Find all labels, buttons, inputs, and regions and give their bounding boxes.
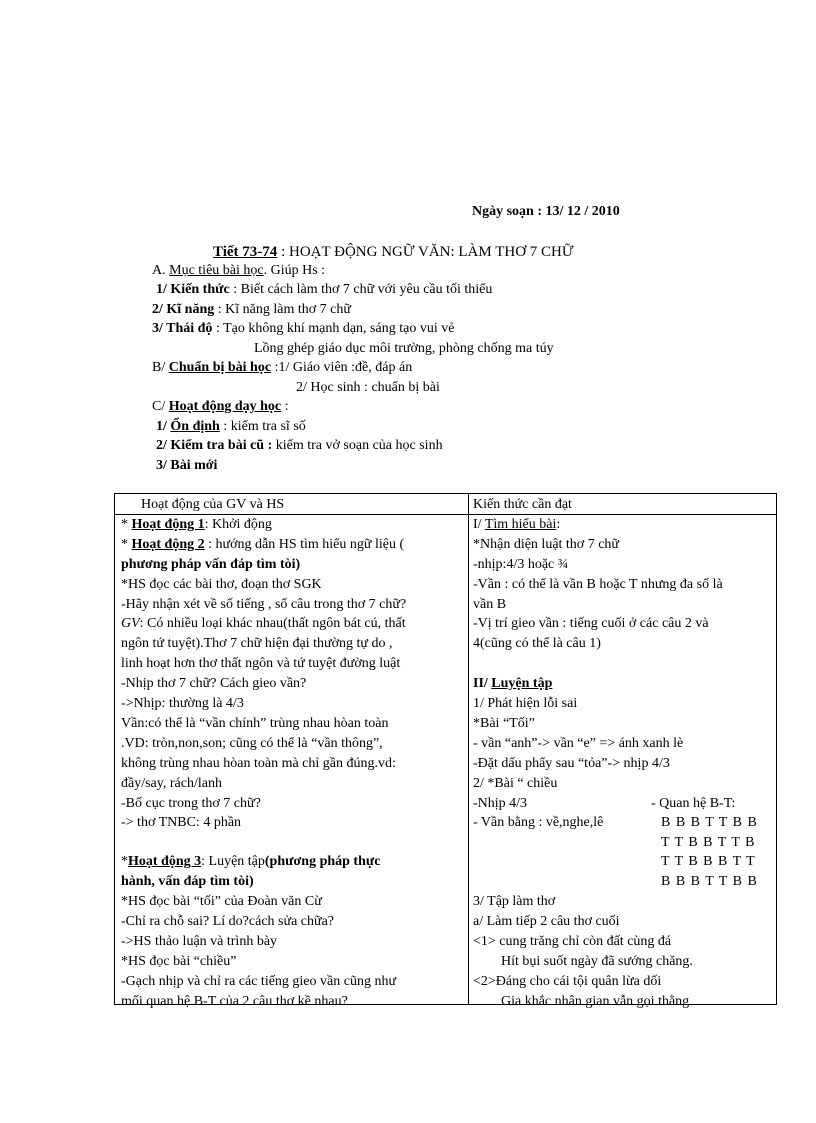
section-2-heading (473, 674, 552, 694)
date-value: 13/ 12 / 2010 (545, 204, 620, 219)
right-line-6: -Vị trí gieo vần : tiếng cuối ở các câu 2 và (473, 616, 709, 631)
activity-2: * Hoạt động 2 : hướng dẫn HS tìm hiểu ngữ liệu ( (121, 537, 405, 552)
col-header-activities: Hoạt động của GV và HS (141, 497, 285, 512)
stabilize-label: Ổn định (170, 419, 220, 434)
attitude-text: : Tạo không khí mạnh dạn, sáng tạo vui vẻ (215, 321, 455, 336)
bt-relation-label: - Quan hệ B-T: (651, 796, 736, 811)
lesson-name: : HOẠT ĐỘNG NGỮ VĂN: LÀM THƠ 7 CHỮ (281, 244, 574, 260)
lesson-table (114, 493, 777, 1009)
section-a-heading (152, 261, 325, 281)
right-line-3: -nhịp:4/3 hoặc ¾ (473, 557, 569, 572)
right-line-24: <2>Đáng cho cái tội quân lừa dối (473, 974, 662, 989)
right-line-14: 2/ *Bài “ chiều (473, 776, 558, 791)
attitude-line-2: Lồng ghép giáo dục môi trường, phòng chống ma túy (254, 341, 554, 356)
left-line-12: .VD: tròn,non,son; cũng có thể là “vần thông”, (121, 736, 383, 751)
activity-2-label: Hoạt động 2 (131, 537, 205, 552)
activity-2-method: phương pháp vấn đáp tìm tòi) (121, 557, 301, 572)
left-line-20: -Chỉ ra chỗ sai? Lí do?cách sửa chữa? (121, 914, 335, 929)
skill-text: : Kĩ năng làm thơ 7 chữ (217, 302, 351, 317)
stabilize-text: : kiểm tra sĩ số (223, 419, 306, 434)
left-line-14: đầy/say, rách/lanh (121, 776, 222, 791)
section-b-title: Chuẩn bị bài học (168, 360, 272, 375)
left-line-15: -Bố cục trong thơ 7 chữ? (121, 796, 261, 811)
right-line-23: Hít bụi suốt ngày đã sướng chăng. (501, 954, 693, 969)
right-line-10: 1/ Phát hiện lỗi sai (473, 696, 578, 711)
right-line-2: *Nhận diện luật thơ 7 chữ (473, 537, 620, 552)
right-line-15: -Nhịp 4/3 (473, 796, 528, 811)
new-lesson-label: 3/ Bài mới (156, 458, 218, 473)
activity-3-label: Hoạt động 3 (128, 854, 202, 869)
activity-1: * Hoạt động 1: Khởi động (121, 517, 272, 532)
left-line-13: không trùng nhau hòan toàn mà chỉ gần đúng.vd: (121, 756, 396, 771)
lesson-period: Tiết 73-74 (213, 244, 278, 260)
activity-3-method-2: hành, vấn đáp tìm tòi) (121, 874, 254, 889)
knowledge-label: 1/ Kiến thức (156, 282, 230, 297)
section-b-teacher: :1/ Giáo viên :đề, đáp án (274, 360, 413, 375)
right-line-5: vần B (473, 597, 507, 612)
right-line-16: - Vần bằng : về,nghe,lê (473, 815, 604, 830)
section-1-prefix: I/ (473, 517, 482, 532)
left-line-6-text: : Có nhiều loại khác nhau(thất ngôn bát cú, thất (139, 616, 406, 631)
knowledge-text: : Biết cách làm thơ 7 chữ với yêu cầu tối thiểu (233, 282, 493, 297)
attitude-label: 3/ Thái độ (152, 321, 213, 336)
date-line (472, 202, 620, 222)
stabilize-line (156, 417, 306, 437)
activity-3: *Hoạt động 3: Luyện tập(phương pháp thực (121, 854, 381, 869)
left-line-9: -Nhịp thơ 7 chữ? Cách gieo vần? (121, 676, 307, 691)
left-line-16: -> thơ TNBC: 4 phần (121, 815, 242, 830)
section-c-title: Hoạt động dạy học (168, 399, 282, 414)
section-1-label: Tìm hiểu bài (484, 517, 557, 532)
left-line-10: ->Nhịp: thường là 4/3 (121, 696, 244, 711)
date-label: Ngày soạn : (472, 204, 543, 219)
left-line-5: -Hãy nhận xét về số tiếng , số câu trong thơ 7 chữ? (121, 597, 407, 612)
check-homework-text: kiểm tra vở soạn của học sinh (275, 438, 443, 453)
left-line-7: ngôn tứ tuyệt).Thơ 7 chữ hiện đại thường tự do , (121, 636, 393, 651)
section-c-heading (152, 397, 289, 417)
right-line-25: Gia khắc nhân gian vẫn gọi thằng (501, 994, 690, 1009)
section-1-colon: : (556, 517, 561, 532)
activity-1-text: : Khởi động (204, 517, 272, 532)
right-line-20: 3/ Tập làm thơ (473, 894, 556, 909)
left-line-8: linh hoạt hơn thơ thất ngôn và tứ tuyệt đường luật (121, 656, 401, 671)
section-a-rest: . Giúp Hs : (263, 263, 326, 278)
right-line-22: <1> cung trăng chỉ còn đất cùng đá (473, 934, 672, 949)
left-line-6 (121, 614, 406, 634)
right-line-21: a/ Làm tiếp 2 câu thơ cuối (473, 914, 620, 929)
activity-3-method: (phương pháp thực (264, 854, 381, 869)
knowledge-line (156, 280, 492, 300)
skill-label: 2/ Kĩ năng (152, 302, 215, 317)
right-line-7: 4(cũng có thể là câu 1) (473, 636, 601, 651)
activity-2-text: : hướng dẫn HS tìm hiểu ngữ liệu ( (208, 537, 405, 552)
gv-label: GV (121, 616, 140, 631)
section-b-heading (152, 358, 412, 378)
section-c-prefix: C/ (152, 399, 166, 414)
section-a-title: Mục tiêu bài học (169, 263, 264, 278)
bt-row-2: T T B B T T B (661, 835, 756, 850)
section-b-student: 2/ Học sinh : chuẩn bị bài (296, 380, 440, 395)
right-line-13: -Đặt dấu phẩy sau “tỏa”-> nhịp 4/3 (473, 756, 670, 771)
col-header-knowledge: Kiến thức cần đạt (473, 497, 572, 512)
right-line-4: -Vần : có thể là vần B hoặc T nhưng đa số là (473, 577, 723, 592)
left-line-23: -Gạch nhịp và chỉ ra các tiếng gieo vần cũng như (121, 974, 397, 989)
section-2-label: Luyện tập (491, 676, 553, 691)
bt-row-3: T T B B B T T (661, 854, 756, 869)
check-homework-label: 2/ Kiểm tra bài cũ : (156, 438, 273, 453)
activity-1-label: Hoạt động 1 (131, 517, 205, 532)
section-b-prefix: B/ (152, 360, 166, 375)
bt-row-1: B B B T T B B (661, 815, 758, 830)
right-line-11: *Bài “Tối” (473, 716, 535, 731)
check-homework-line (156, 436, 443, 456)
section-c-colon: : (284, 399, 289, 414)
left-line-22: *HS đọc bài “chiều” (121, 954, 237, 969)
left-line-11: Vần:có thể là “vần chính” trùng nhau hòan toàn (121, 716, 389, 731)
section-a-prefix: A. (152, 263, 166, 278)
bt-row-4: B B B T T B B (661, 874, 758, 889)
section-1-heading (473, 515, 560, 535)
left-line-24: mối quan hệ B-T của 2 câu thơ kề nhau? (121, 994, 348, 1009)
left-line-4: *HS đọc các bài thơ, đoạn thơ SGK (121, 577, 322, 592)
stabilize-prefix: 1/ (156, 419, 167, 434)
section-2-prefix: II/ (473, 676, 488, 691)
lesson-title (213, 242, 574, 262)
skill-line (152, 300, 351, 320)
left-line-21: ->HS thảo luận và trình bày (121, 934, 278, 949)
activity-3-text: : Luyện tập (201, 854, 265, 869)
attitude-line (152, 319, 454, 339)
right-line-12: - vần “anh”-> vần “e” => ánh xanh lè (473, 736, 684, 751)
column-divider (468, 494, 469, 1004)
left-line-19: *HS đọc bài “tối” của Đoàn văn Cừ (121, 894, 322, 909)
